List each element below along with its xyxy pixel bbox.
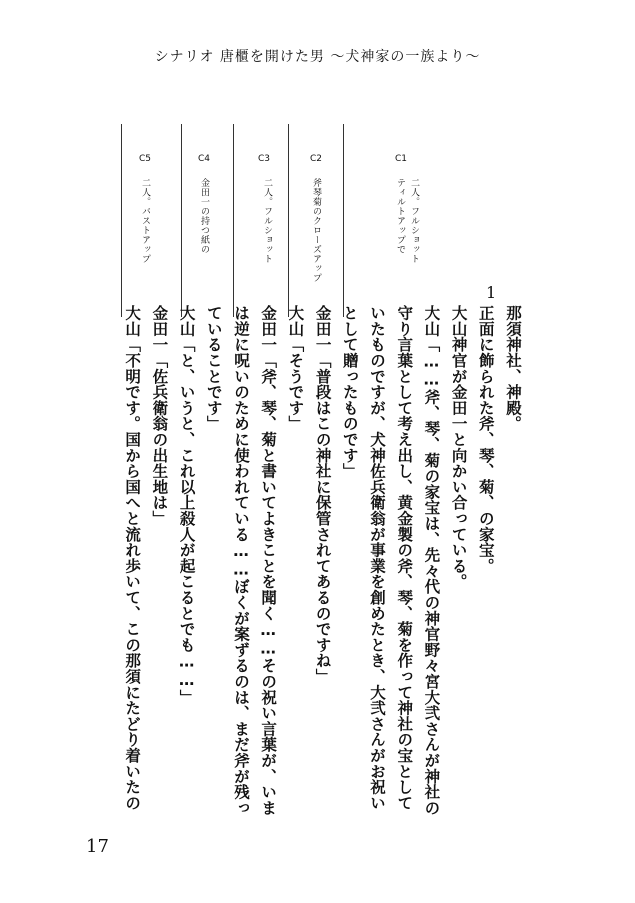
cut-label-c3: C3 (258, 154, 271, 164)
script-line: ていることです」 (204, 305, 223, 432)
script-line: 金田一「佐兵衛翁の出生地は」 (150, 305, 169, 527)
script-line: 那須神社、神殿。 (504, 305, 522, 432)
script-line: 金田一「斧、琴、菊と書いてよきことを聞く……その祝い言葉が、いま (259, 305, 278, 816)
script-line: 大山神官が金田一と向かい合っている。 (449, 305, 468, 590)
page-title: シナリオ 唐櫃を開けた男 〜犬神家の一族より〜 (154, 49, 481, 65)
cut-note-c1-line2: ティルトアップで (395, 178, 405, 254)
cut-note-c2: 斧琴菊のクローズアップ (311, 178, 321, 283)
cut-note-c5: 二人。バストアップ (140, 178, 150, 264)
script-body (86, 305, 526, 845)
cut-note-c1-line1: 二人。フルショット (409, 178, 419, 264)
cut-note-c4: 金田一の持つ紙の (199, 178, 209, 254)
cut-divider-c5 (121, 124, 122, 317)
cut-label-c1: C1 (395, 154, 408, 164)
script-line: 守り言葉として考え出し、黄金製の斧、琴、菊を作って神社の宝として (395, 305, 414, 811)
script-line: 正面に飾られた斧、琴、菊、の家宝。 (476, 305, 495, 574)
cut-divider-c2 (288, 124, 289, 317)
script-line: として贈ったものです」 (340, 305, 359, 479)
script-line: 大山「不明です。国から国へと流れ歩いて、この那須にたどり着いたの (123, 305, 142, 811)
cut-label-c2: C2 (310, 154, 323, 164)
scene-number: 1 (486, 283, 497, 302)
script-line: 大山「……斧、琴、菊の家宝は、先々代の神官野々宮大弐さんが神社の (422, 305, 441, 816)
cut-divider-c4 (181, 124, 182, 317)
cut-divider-c3 (233, 124, 234, 317)
cut-note-c3: 二人。フルショット (262, 178, 272, 264)
cut-divider-c1 (343, 124, 344, 317)
script-line: は逆に呪いのために使われている……ぼくが案ずるのは、まだ斧が残っ (231, 305, 250, 816)
script-line: 大山「と、いうと、これ以上殺人が起こるとでも……」 (177, 305, 196, 705)
cut-label-c4: C4 (198, 154, 211, 164)
page-number: 17 (86, 836, 109, 857)
cut-label-c5: C5 (139, 154, 152, 164)
script-line: 大山「そうです」 (286, 305, 305, 432)
script-line: いたものですが、犬神佐兵衛翁が事業を創めたとき、大弐さんがお祝い (367, 305, 386, 811)
script-line: 金田一「普段はこの神社に保管されてあるのですね」 (313, 305, 332, 685)
